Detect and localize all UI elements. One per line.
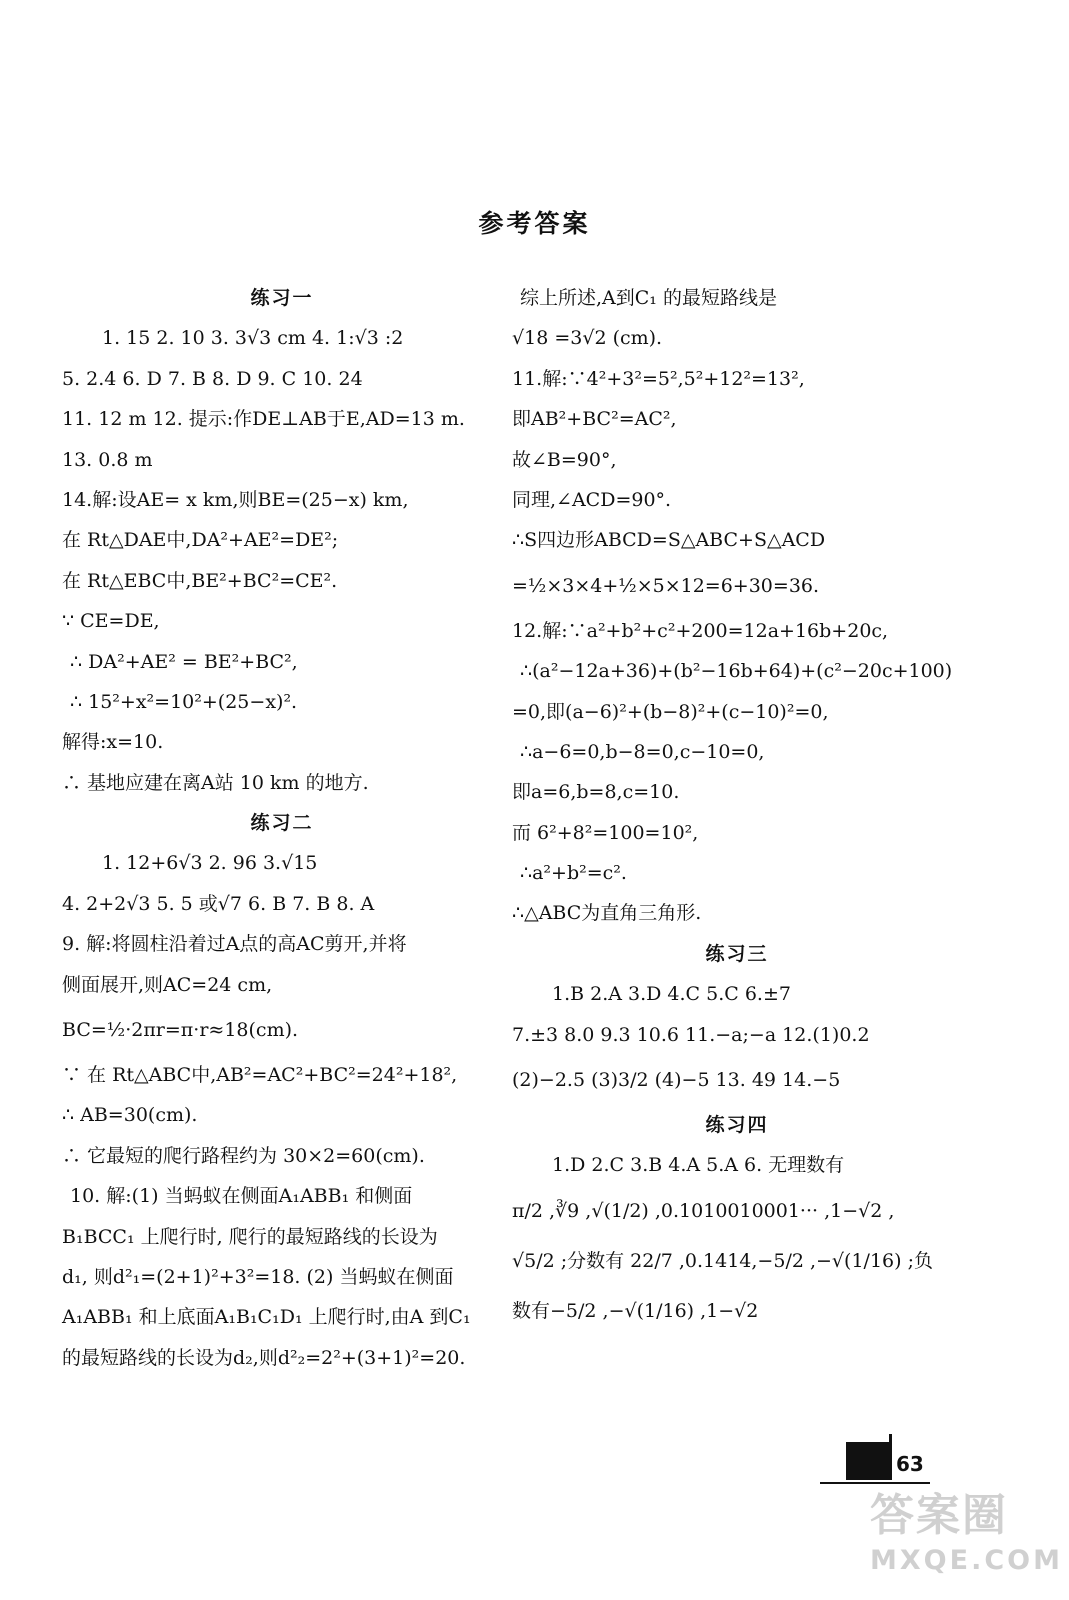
right-answer-line: √5/2 ;分数有 22/7 ,0.1414,−5/2 ,−√(1/16) ;负: [512, 1249, 933, 1272]
left-answer-line: 14.解:设AE= x km,则BE=(25−x) km,: [62, 488, 409, 511]
right-answer-line: 故∠B=90°,: [512, 448, 617, 471]
right-answer-line: 12.解:∵a²+b²+c²+200=12a+16b+20c,: [512, 619, 889, 642]
left-answer-line: 1. 15 2. 10 3. 3√3 cm 4. 1:√3 :2: [102, 327, 404, 350]
right-answer-line: ∴S四边形ABCD=S△ABC+S△ACD: [512, 529, 826, 552]
page-number-rule: [820, 1482, 930, 1484]
left-answer-line: ∴ 基地应建在离A站 10 km 的地方.: [62, 771, 369, 794]
left-answer-line: 解得:x=10.: [62, 731, 164, 754]
left-answer-line: 11. 12 m 12. 提示:作DE⊥AB于E,AD=13 m.: [62, 408, 465, 431]
page-number-bar: [889, 1434, 892, 1480]
left-answer-line: d₁, 则d²₁=(2+1)²+3²=18. (2) 当蚂蚁在侧面: [62, 1265, 454, 1288]
left-answer-line: 侧面展开,则AC=24 cm,: [62, 973, 273, 996]
left-answer-line: ∴ DA²+AE² = BE²+BC²,: [70, 650, 298, 673]
right-answer-line: √18 =3√2 (cm).: [512, 327, 663, 350]
left-answer-line: ∵ 在 Rt△ABC中,AB²=AC²+BC²=24²+18²,: [62, 1064, 458, 1087]
right-answer-line: 7.±3 8.0 9.3 10.6 11.−a;−a 12.(1)0.2: [512, 1023, 870, 1046]
left-answer-line: ∴ 它最短的爬行路程约为 30×2=60(cm).: [62, 1144, 425, 1167]
right-answer-line: π/2 ,∛9 ,√(1/2) ,0.1010010001··· ,1−√2 ,: [512, 1199, 895, 1222]
left-answer-line: ∵ CE=DE,: [62, 610, 160, 633]
left-answer-line: 9. 解:将圆柱沿着过A点的高AC剪开,并将: [62, 933, 407, 956]
right-answer-line: 1.D 2.C 3.B 4.A 5.A 6. 无理数有: [552, 1154, 845, 1177]
right-section-heading: 练习三: [705, 942, 769, 965]
right-answer-line: 同理,∠ACD=90°.: [512, 488, 672, 511]
right-section-heading: 练习四: [705, 1114, 769, 1137]
left-answer-line: 13. 0.8 m: [62, 448, 153, 471]
right-answer-line: (2)−2.5 (3)3/2 (4)−5 13. 49 14.−5: [512, 1069, 841, 1092]
page-title: 参考答案: [478, 209, 591, 238]
right-answer-line: 即a=6,b=8,c=10.: [512, 781, 680, 804]
left-section-heading: 练习一: [250, 287, 314, 309]
page-number-marker: [846, 1442, 890, 1480]
left-answer-line: 在 Rt△DAE中,DA²+AE²=DE²;: [62, 529, 339, 552]
left-answer-line: 10. 解:(1) 当蚂蚁在侧面A₁ABB₁ 和侧面: [70, 1185, 413, 1208]
left-column: [62, 278, 502, 1378]
right-answer-line: ∴△ABC为直角三角形.: [512, 902, 702, 925]
watermark-url: MXQE.COM: [870, 1545, 1063, 1576]
right-column: [512, 278, 962, 1336]
right-answer-line: 综上所述,A到C₁ 的最短路线是: [520, 287, 777, 309]
right-answer-line: ∴a²+b²=c².: [520, 862, 627, 885]
right-answer-line: 即AB²+BC²=AC²,: [512, 408, 677, 431]
left-answer-line: 在 Rt△EBC中,BE²+BC²=CE².: [62, 569, 338, 592]
left-section-heading: 练习二: [250, 812, 314, 835]
watermark-logo: [870, 1488, 1063, 1598]
page-number: 63: [896, 1452, 924, 1476]
right-answer-line: =0,即(a−6)²+(b−8)²+(c−10)²=0,: [512, 700, 829, 723]
left-answer-line: ∴ AB=30(cm).: [62, 1104, 198, 1127]
left-answer-line: 的最短路线的长设为d₂,则d²₂=2²+(3+1)²=20.: [62, 1346, 466, 1369]
watermark-text: 答案圈: [870, 1490, 1008, 1541]
left-answer-line: 4. 2+2√3 5. 5 或√7 6. B 7. B 8. A: [62, 892, 375, 915]
right-answer-line: 数有−5/2 ,−√(1/16) ,1−√2: [512, 1299, 759, 1322]
right-answer-line: 而 6²+8²=100=10²,: [512, 821, 699, 844]
left-answer-line: B₁BCC₁ 上爬行时, 爬行的最短路线的长设为: [62, 1225, 438, 1248]
left-answer-line: A₁ABB₁ 和上底面A₁B₁C₁D₁ 上爬行时,由A 到C₁: [62, 1306, 471, 1329]
right-answer-line: =½×3×4+½×5×12=6+30=36.: [512, 574, 820, 597]
right-answer-line: 11.解:∵4²+3²=5²,5²+12²=13²,: [512, 367, 805, 390]
right-answer-line: ∴a−6=0,b−8=0,c−10=0,: [520, 740, 765, 763]
left-answer-line: ∴ 15²+x²=10²+(25−x)².: [70, 690, 298, 713]
right-answer-line: 1.B 2.A 3.D 4.C 5.C 6.±7: [552, 983, 791, 1006]
left-answer-line: 1. 12+6√3 2. 96 3.√15: [102, 852, 318, 875]
left-answer-line: BC=½·2πr=π·r≈18(cm).: [62, 1019, 299, 1042]
left-answer-line: 5. 2.4 6. D 7. B 8. D 9. C 10. 24: [62, 367, 363, 390]
right-answer-line: ∴(a²−12a+36)+(b²−16b+64)+(c²−20c+100): [520, 660, 953, 683]
